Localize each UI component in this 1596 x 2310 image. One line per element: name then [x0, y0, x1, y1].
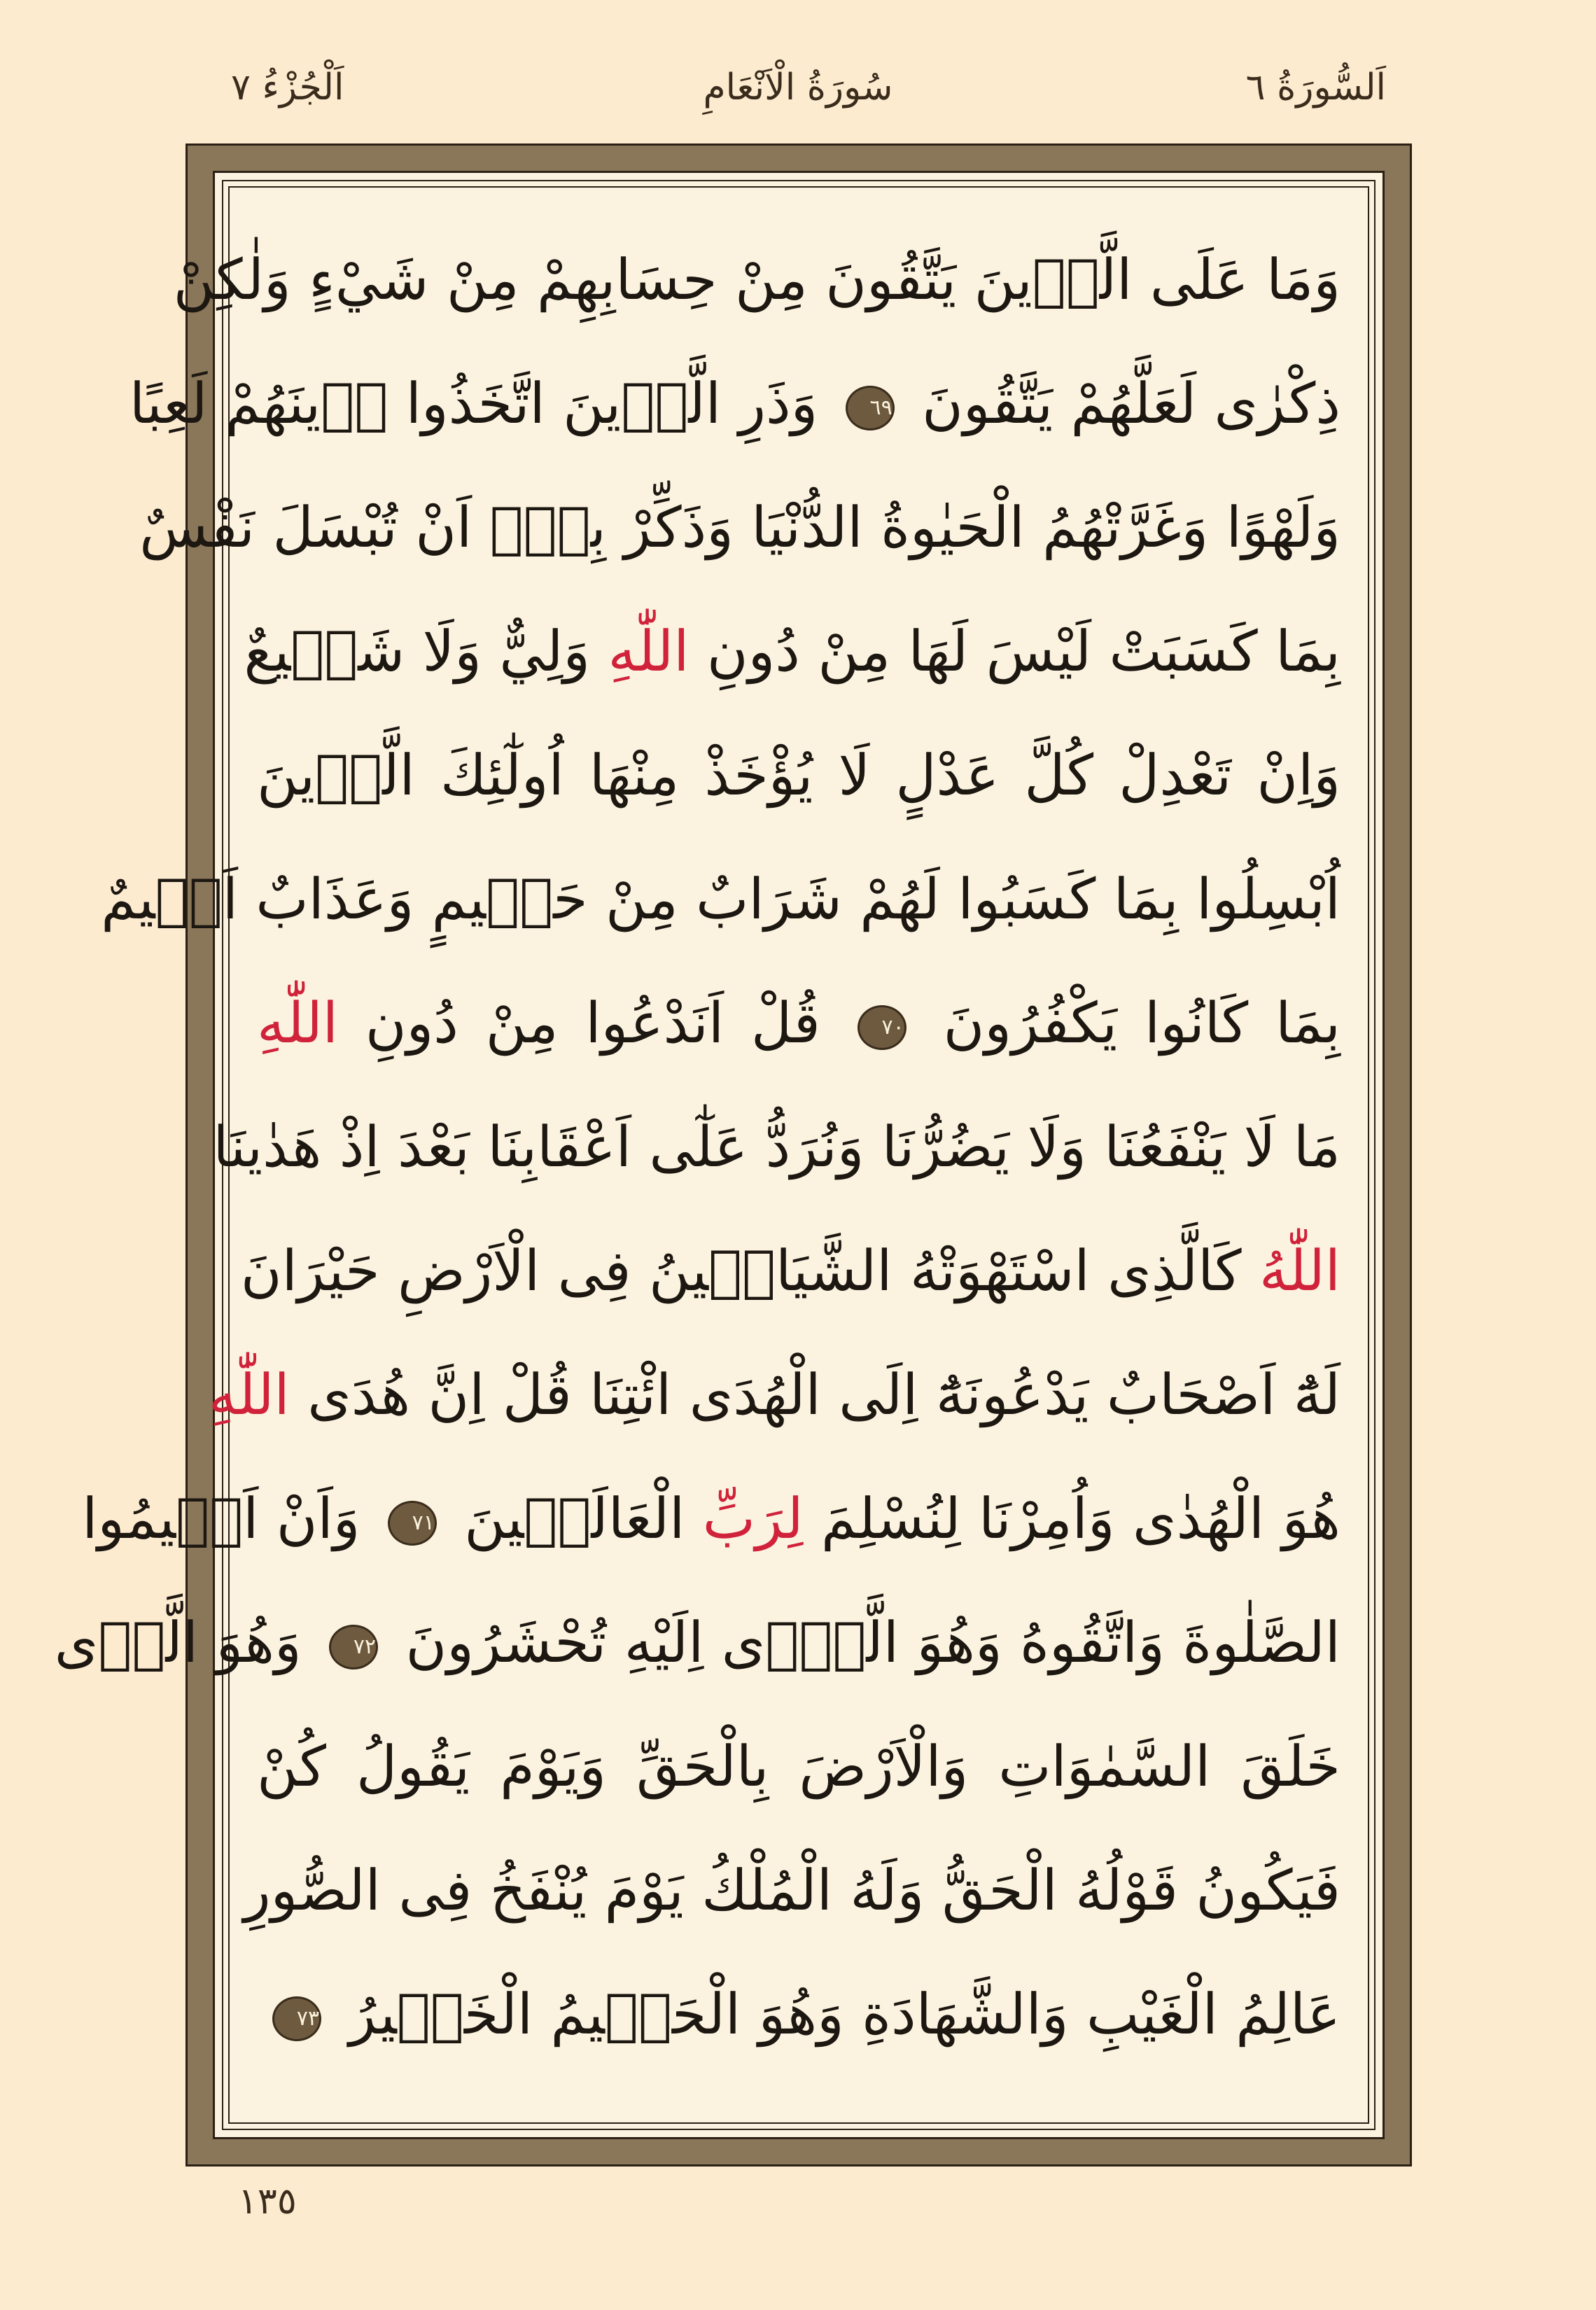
- verse-text: مَا لَا يَنْفَعُنَا وَلَا يَضُرُّنَا وَنُرَدُّ عَلٰٓى اَعْقَابِنَا بَعْدَ اِذْ هَدٰينَا: [213, 1114, 1340, 1180]
- surah-number-label: اَلسُّورَةُ ٦: [1245, 66, 1386, 108]
- verse-text: وَمَا عَلَى الَّذٖينَ يَتَّقُونَ مِنْ حِسَابِهِمْ مِنْ شَيْءٍ وَلٰكِنْ: [173, 247, 1340, 312]
- text-line: [257, 713, 1340, 837]
- ayah-number-marker: ٧٠: [858, 1005, 906, 1050]
- verse-text: كَالَّذِى اسْتَهْوَتْهُ الشَّيَاطٖينُ فِى الْاَرْضِ حَيْرَانَ: [240, 1238, 1242, 1303]
- text-line: [139, 465, 1340, 589]
- verse-text: الْعَالَمٖينَ: [464, 1486, 685, 1551]
- text-line: [244, 589, 1340, 713]
- text-line: [257, 1952, 1340, 2076]
- ayah-number-marker: ٦٩: [846, 386, 895, 430]
- verse-text: هُوَ الْهُدٰى وَاُمِرْنَا لِنُسْلِمَ: [821, 1486, 1340, 1551]
- page-number: ١٣٥: [238, 2180, 297, 2222]
- surah-name-title: سُورَةُ الْاَنْعَامِ: [703, 66, 893, 108]
- divine-name-text: لِرَبِّ: [702, 1486, 804, 1551]
- divine-name-text: اللّٰهُ: [1259, 1238, 1340, 1303]
- quran-text-body: [54, 218, 1341, 2092]
- verse-text: ذِكْرٰى لَعَلَّهُمْ يَتَّقُونَ: [922, 371, 1340, 436]
- verse-text: الصَّلٰوةَ وَاتَّقُوهُ وَهُوَ الَّذٖٓى اِلَيْهِ تُحْشَرُونَ: [405, 1610, 1340, 1675]
- text-line: [257, 961, 1340, 1085]
- ornamental-frame: [54, 144, 1412, 2166]
- text-line: [257, 1704, 1340, 1828]
- divine-name-text: اللّٰهِ: [608, 619, 690, 684]
- text-line: [213, 1085, 1340, 1209]
- ayah-number-marker: ٧١: [388, 1501, 437, 1546]
- text-line: [54, 1581, 1340, 1704]
- text-line: [82, 1457, 1340, 1581]
- ayah-number-marker: ٧٣: [272, 1996, 321, 2041]
- page-header: [189, 66, 1407, 130]
- verse-text: اُبْسِلُوا بِمَا كَسَبُوا لَهُمْ شَرَابٌ مِنْ حَمٖيمٍ وَعَذَابٌ اَلٖيمٌ: [101, 867, 1340, 932]
- text-line: [173, 218, 1340, 342]
- juz-label: اَلْجُزْءُ ٧: [231, 66, 344, 108]
- text-line: [208, 1333, 1340, 1457]
- verse-text: خَلَقَ السَّمٰوَاتِ وَالْاَرْضَ بِالْحَقِّ وَيَوْمَ يَقُولُ كُنْ: [257, 1734, 1340, 1799]
- text-line: [101, 837, 1340, 961]
- verse-text: وَاِنْ تَعْدِلْ كُلَّ عَدْلٍ لَا يُؤْخَذْ مِنْهَا اُولٰٓئِكَ الَّذٖينَ: [257, 743, 1340, 808]
- verse-text: وَهُوَ الَّذٖى: [54, 1610, 302, 1675]
- text-line: [129, 342, 1340, 465]
- verse-text: وَلَهْوًا وَغَرَّتْهُمُ الْحَيٰوةُ الدُّنْيَا وَذَكِّرْ بِهٖٓ اَنْ تُبْسَلَ نَفْسٌ: [139, 495, 1340, 560]
- verse-text: لَهُٓ اَصْحَابٌ يَدْعُونَهُٓ اِلَى الْهُدَى ائْتِنَا قُلْ اِنَّ هُدَى: [307, 1362, 1340, 1427]
- text-panel: [54, 171, 1385, 2139]
- verse-text: فَيَكُونُ قَوْلُهُ الْحَقُّ وَلَهُ الْمُلْكُ يَوْمَ يُنْفَخُ فِى الصُّورِ: [243, 1858, 1340, 1923]
- text-line: [243, 1828, 1340, 1952]
- verse-text: عَالِمُ الْغَيْبِ وَالشَّهَادَةِ وَهُوَ الْحَكٖيمُ الْخَبٖيرُ: [349, 1982, 1340, 2047]
- ayah-number-marker: ٧٢: [329, 1625, 378, 1670]
- divine-name-text: اللّٰهِ: [257, 990, 338, 1056]
- verse-text: وَاَنْ اَقٖيمُوا: [82, 1486, 360, 1551]
- verse-text: وَلِيٌّ وَلَا شَفٖيعٌ: [244, 619, 591, 684]
- verse-text: بِمَا كَانُوا يَكْفُرُونَ: [943, 990, 1341, 1056]
- verse-text: قُلْ اَنَدْعُوا مِنْ دُونِ: [365, 990, 820, 1056]
- verse-text: بِمَا كَسَبَتْ لَيْسَ لَهَا مِنْ دُونِ: [706, 619, 1340, 684]
- divine-name-text: اللّٰهِ: [208, 1362, 290, 1427]
- text-line: [240, 1209, 1340, 1333]
- verse-text: وَذَرِ الَّذٖينَ اتَّخَذُوا دٖينَهُمْ لَعِبًا: [129, 371, 818, 436]
